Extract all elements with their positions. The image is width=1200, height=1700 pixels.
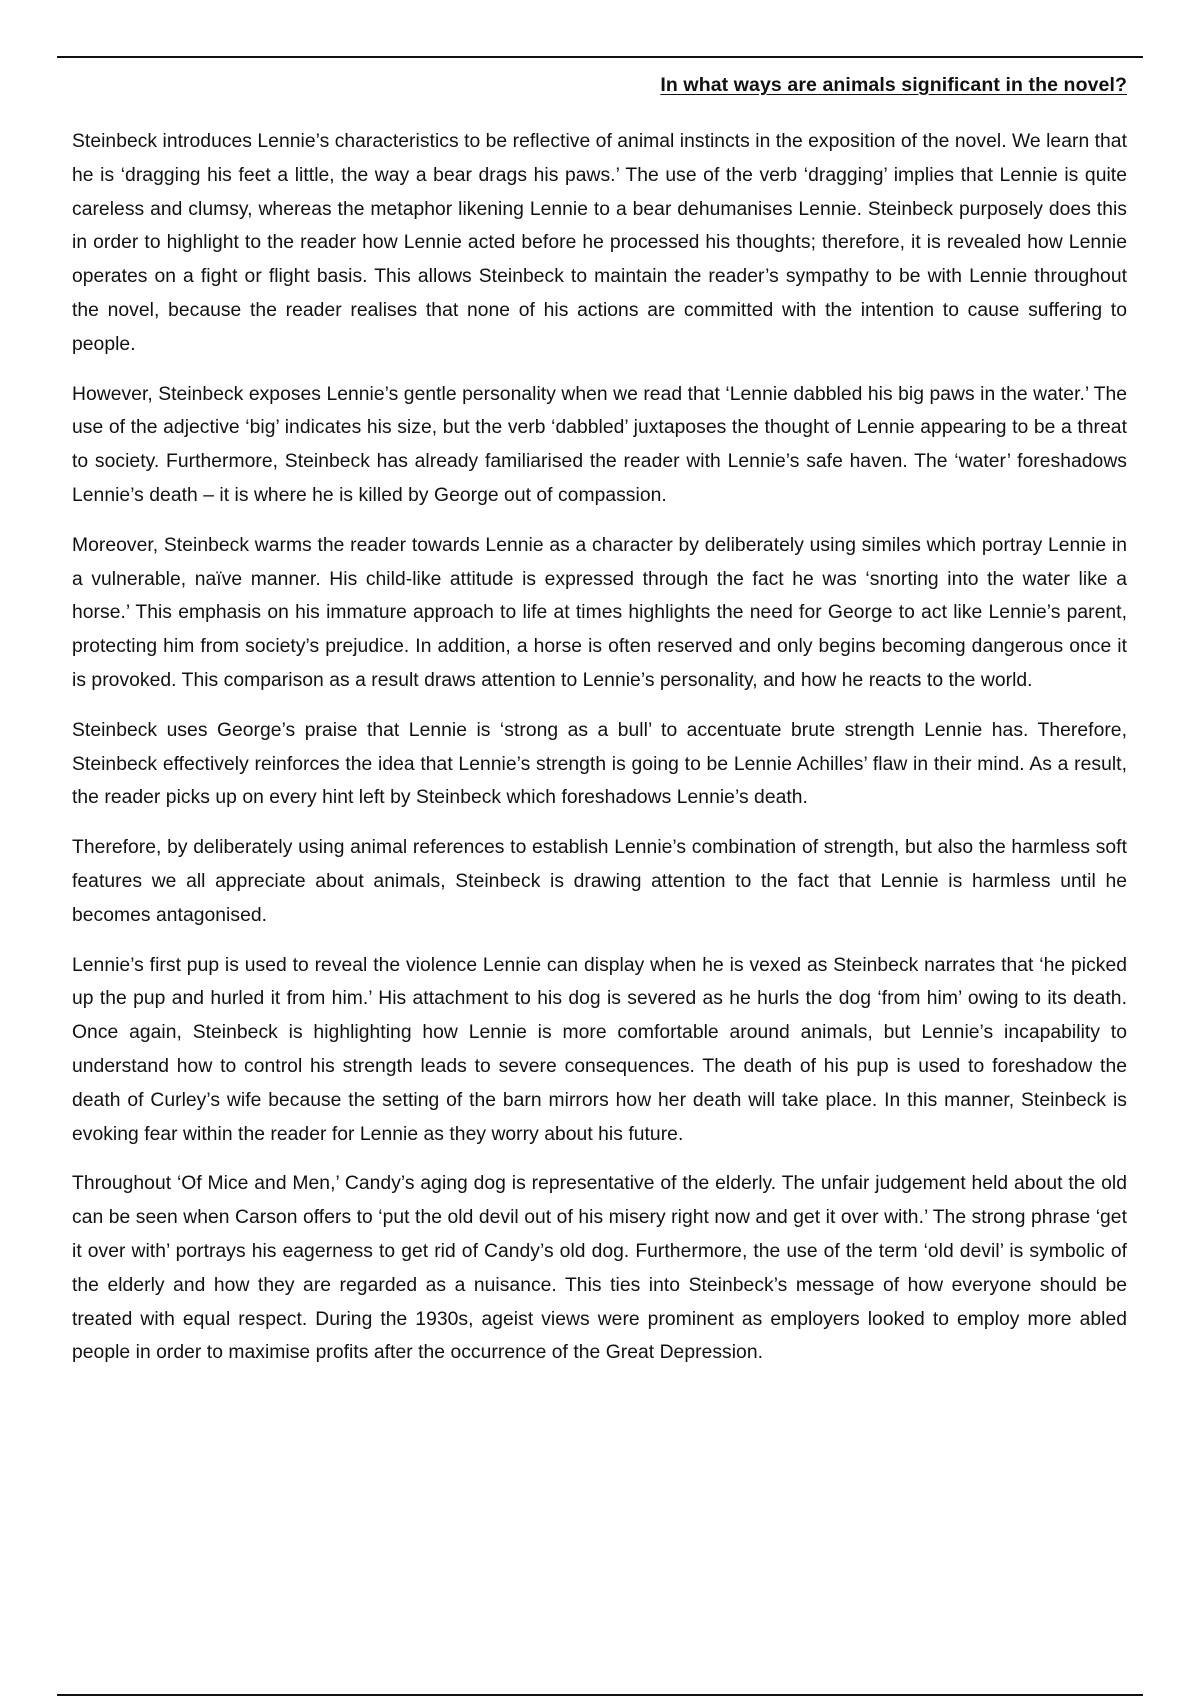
paragraph-4: Steinbeck uses George’s praise that Lennie is ‘strong as a bull’ to accentuate brute strength Lennie has. Therefore, Steinbeck effectively reinforces the idea that Lennie’s strength is going to be Lennie Achilles’ flaw in their mind. As a result, the reader picks up on every hint left by Steinbeck which foreshadows Lennie’s death. bbox=[72, 719, 1127, 809]
essay-body bbox=[72, 125, 1127, 1386]
paragraph-6: Lennie’s first pup is used to reveal the violence Lennie can display when he is vexed as Steinbeck narrates that ‘he picked up the pup and hurled it from him.’ His attachment to his dog is severed as he hurls the dog ‘from him’ owing to its death. Once again, Steinbeck is highlighting how Lennie is more comfortable around animals, but Lennie’s incapability to understand how to control his strength leads to severe consequences. The death of his pup is used to foreshadow the death of Curley’s wife because the setting of the barn mirrors how her death will take place. In this manner, Steinbeck is evoking fear within the reader for Lennie as they worry about his future. bbox=[72, 954, 1127, 1145]
header-rule bbox=[57, 56, 1143, 58]
paragraph-7: Throughout ‘Of Mice and Men,’ Candy’s aging dog is representative of the elderly. The unfair judgement held about the old can be seen when Carson offers to ‘put the old devil out of his misery right now and get it over with.’ The strong phrase ‘get it over with’ portrays his eagerness to get rid of Candy’s old dog. Furthermore, the use of the term ‘old devil’ is symbolic of the elderly and how they are regarded as a nuisance. This ties into Steinbeck’s message of how everyone should be treated with equal respect. During the 1930s, ageist views were prominent as employers looked to employ more abled people in order to maximise profits after the occurrence of the Great Depression. bbox=[72, 1173, 1127, 1364]
essay-title: In what ways are animals significant in the novel? bbox=[660, 74, 1127, 96]
paragraph-1: Steinbeck introduces Lennie’s characteristics to be reflective of animal instincts in the exposition of the novel. We learn that he is ‘dragging his feet a little, the way a bear drags his paws.’ The use of the verb ‘dragging’ implies that Lennie is quite careless and clumsy, whereas the metaphor likening Lennie to a bear dehumanises Lennie. Steinbeck purposely does this in order to highlight to the reader how Lennie acted before he processed his thoughts; therefore, it is revealed how Lennie operates on a fight or flight basis. This allows Steinbeck to maintain the reader’s sympathy to be with Lennie throughout the novel, because the reader realises that none of his actions are committed with the intention to cause suffering to people. bbox=[72, 131, 1127, 355]
paragraph-5: Therefore, by deliberately using animal references to establish Lennie’s combination of strength, but also the harmless soft features we all appreciate about animals, Steinbeck is drawing attention to the fact that Lennie is harmless until he becomes antagonised. bbox=[72, 837, 1127, 926]
paragraph-2: However, Steinbeck exposes Lennie’s gentle personality when we read that ‘Lennie dabbled his big paws in the water.’ The use of the adjective ‘big’ indicates his size, but the verb ‘dabbled’ juxtaposes the thought of Lennie appearing to be a threat to society. Furthermore, Steinbeck has already familiarised the reader with Lennie’s safe haven. The ‘water’ foreshadows Lennie’s death – it is where he is killed by George out of compassion. bbox=[72, 383, 1127, 506]
footer-rule bbox=[57, 1694, 1143, 1696]
paragraph-3: Moreover, Steinbeck warms the reader towards Lennie as a character by deliberately using similes which portray Lennie in a vulnerable, naïve manner. His child-like attitude is expressed through the fact he was ‘snorting into the water like a horse.’ This emphasis on his immature approach to life at times highlights the need for George to act like Lennie’s parent, protecting him from society’s prejudice. In addition, a horse is often reserved and only begins becoming dangerous once it is provoked. This comparison as a result draws attention to Lennie’s personality, and how he reacts to the world. bbox=[72, 534, 1127, 691]
